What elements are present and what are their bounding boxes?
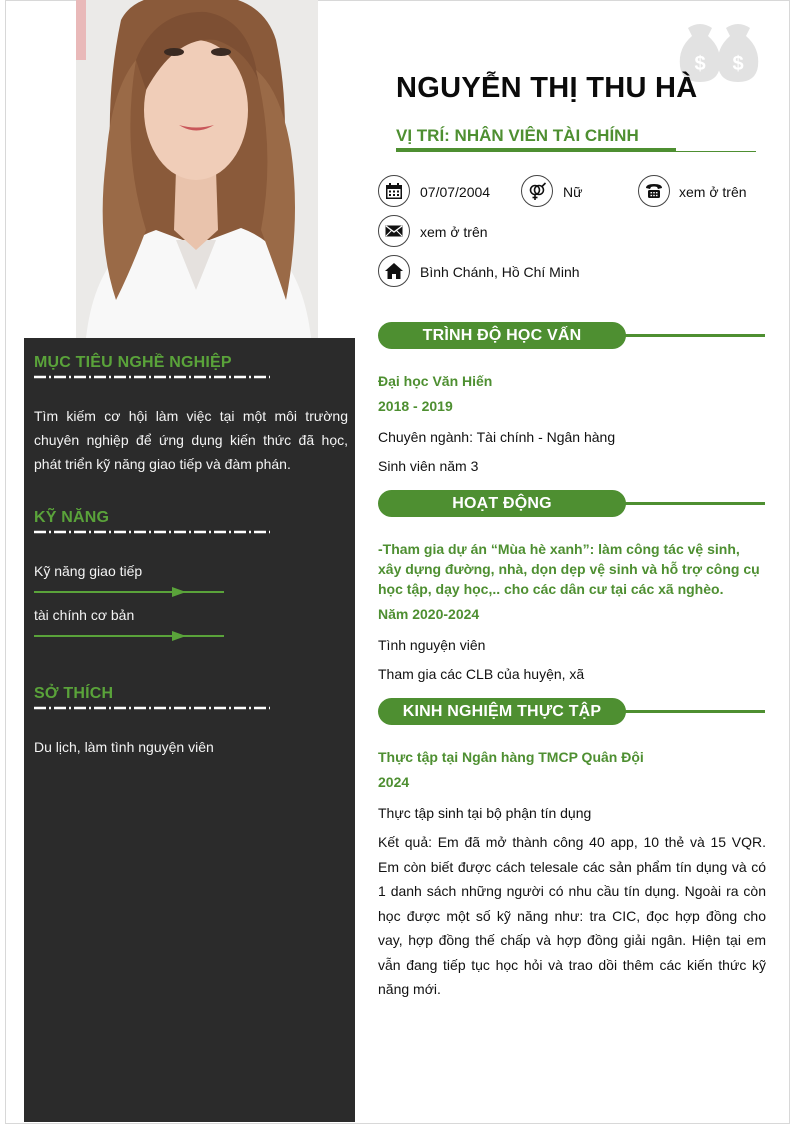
- activities-note: Tham gia các CLB của huyện, xã: [378, 666, 585, 682]
- skills-title-rule: [34, 530, 270, 534]
- objective-title-rule: [34, 375, 270, 379]
- envelope-icon: [378, 215, 410, 247]
- activities-role: Tình nguyện viên: [378, 637, 486, 653]
- skill-level-bar: [34, 587, 224, 597]
- hobbies-text: Du lịch, làm tình nguyện viên: [34, 739, 214, 755]
- education-school: Đại học Văn Hiến: [378, 373, 493, 389]
- activities-project: -Tham gia dự án “Mùa hè xanh”: làm công tác vệ sinh, xây dựng đường, nhà, dọn dẹp vệ sinh và hỗ trợ công cụ học tập, dạy học,.. cho các dân cư tại các xã nghèo.: [378, 541, 760, 597]
- skills-title: KỸ NĂNG: [34, 509, 110, 526]
- internship-title-line: [620, 710, 765, 713]
- skill-label: tài chính cơ bản: [34, 607, 135, 623]
- email-text: xem ở trên: [420, 224, 488, 240]
- internship-year: 2024: [378, 774, 410, 790]
- activities-title: HOẠT ĐỘNG: [378, 490, 626, 517]
- education-years: 2018 - 2019: [378, 398, 453, 414]
- sidebar: [24, 338, 355, 1122]
- activities-years: Năm 2020-2024: [378, 606, 480, 622]
- internship-title: KINH NGHIỆM THỰC TẬP: [378, 698, 626, 725]
- internship-result: Kết quả: Em đã mở thành công 40 app, 10 thẻ và 15 VQR. Em còn biết được cách telesale các sản phẩm tín dụng và có 1 danh sách những người có nhu cầu tín dụng. Ngoài ra còn học được một số kỹ năng như: tra CIC, đọc hợp đồng cho vay, hợp đồng thế chấp và hợp đồng giải ngân. Hiện tại em vẫn đang tiếp tục học hỏi và trao dồi thêm các kiến thức kỹ năng mới.: [378, 834, 766, 997]
- candidate-name: NGUYỄN THỊ THU HÀ: [396, 72, 698, 104]
- skill-level-bar: [34, 631, 224, 641]
- position-title: VỊ TRÍ: NHÂN VIÊN TÀI CHÍNH: [396, 126, 639, 145]
- skill-label: Kỹ năng giao tiếp: [34, 563, 143, 579]
- objective-text: Tìm kiếm cơ hội làm việc tại một môi trường chuyên nghiệp để ứng dụng kiến thức đã học, phát triển kỹ năng giao tiếp và đàm phán.: [34, 408, 348, 472]
- phone-text: xem ở trên: [679, 184, 747, 200]
- position-underline: [396, 148, 676, 152]
- gender-icon: [521, 175, 553, 207]
- gender-text: Nữ: [563, 184, 583, 200]
- svg-text:$: $: [694, 53, 706, 75]
- activities-title-line: [620, 502, 765, 505]
- calendar-icon: [378, 175, 410, 207]
- phone-icon: [638, 175, 670, 207]
- birthday-text: 07/07/2004: [420, 184, 491, 200]
- internship-role: Thực tập sinh tại bộ phận tín dụng: [378, 805, 592, 821]
- profile-photo: [76, 0, 318, 338]
- address-text: Bình Chánh, Hồ Chí Minh: [420, 264, 580, 280]
- education-title-line: [620, 334, 765, 337]
- internship-company: Thực tập tại Ngân hàng TMCP Quân Đội: [378, 749, 644, 765]
- position-underline-thin: [676, 151, 756, 152]
- objective-title: MỤC TIÊU NGHỀ NGHIỆP: [34, 354, 232, 371]
- education-major: Chuyên ngành: Tài chính - Ngân hàng: [378, 429, 616, 445]
- hobbies-title: SỞ THÍCH: [34, 685, 114, 702]
- education-title: TRÌNH ĐỘ HỌC VẤN: [378, 322, 626, 349]
- education-note: Sinh viên năm 3: [378, 458, 479, 474]
- house-icon: [378, 255, 410, 287]
- svg-text:$: $: [732, 53, 744, 75]
- hobbies-title-rule: [34, 706, 270, 710]
